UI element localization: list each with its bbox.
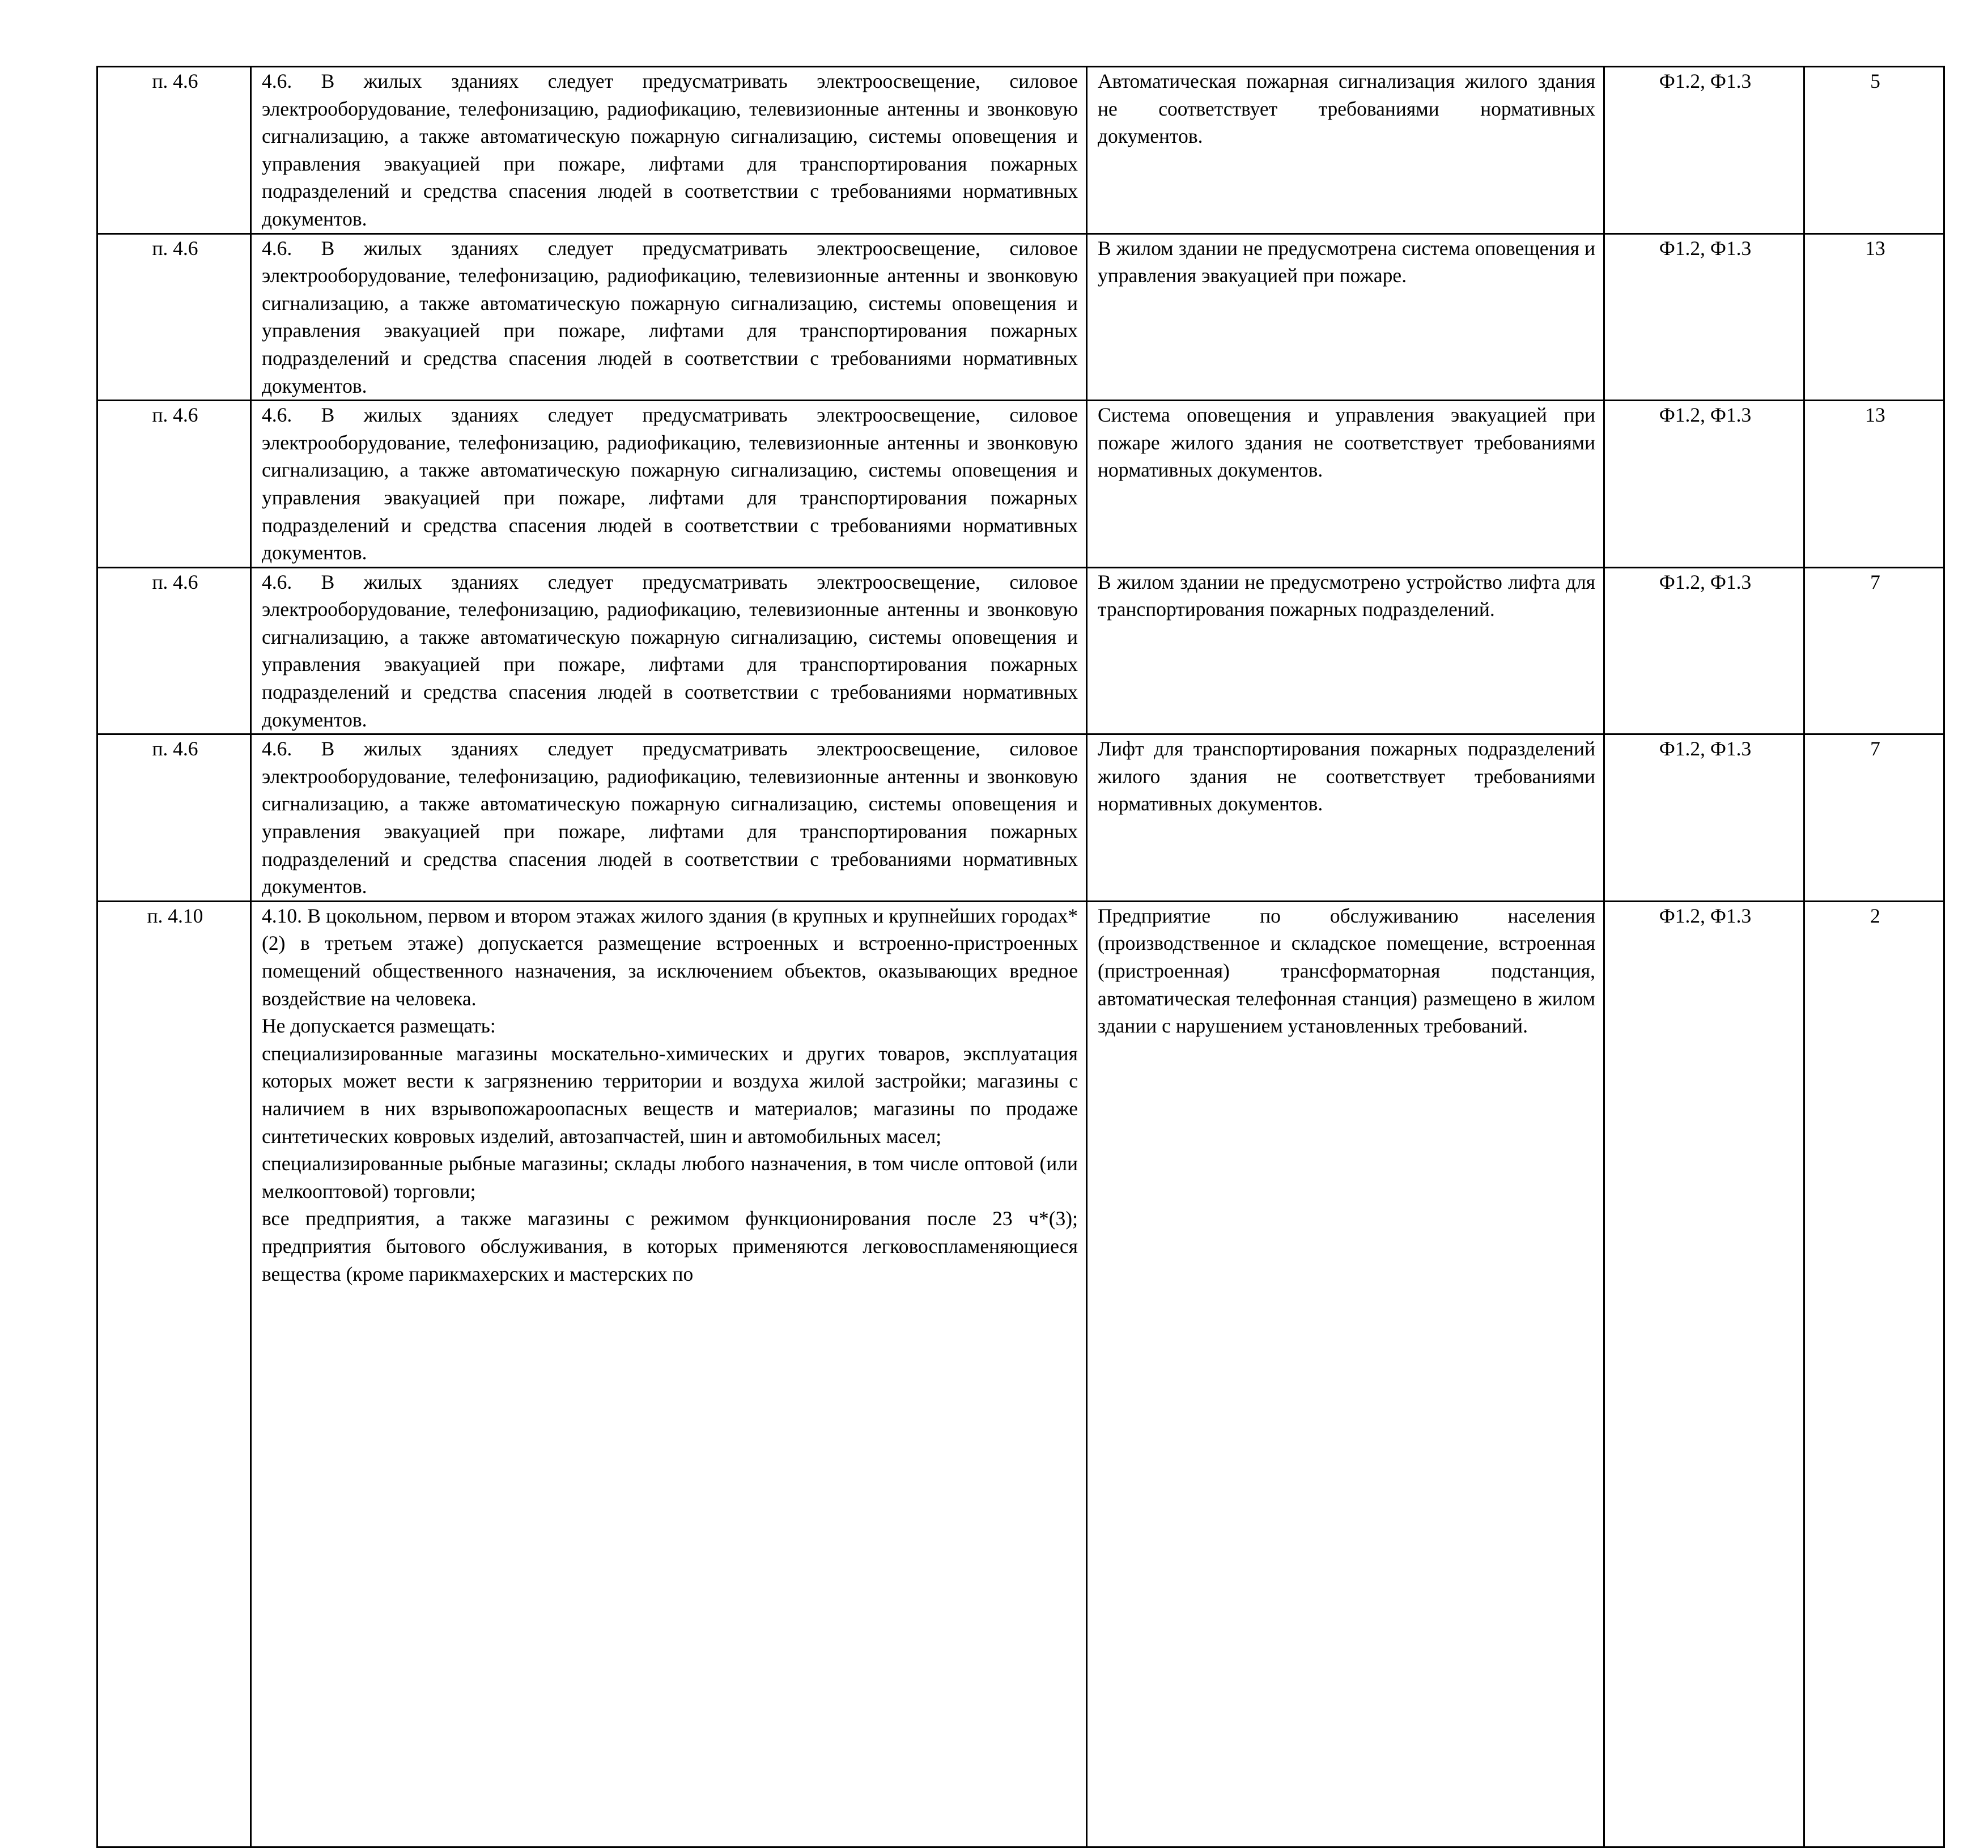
functional-class-cell: Ф1.2, Ф1.3	[1604, 567, 1804, 734]
requirement-text-cell: 4.6. В жилых зданиях следует предусматривать электроосвещение, силовое электрооборудование, телефонизацию, радиофикацию, телевизионные антенны и звонковую сигнализацию, а также автоматическую пожарную сигнализацию, системы оповещения и управления эвакуацией при пожаре, лифтами для транспортирования пожарных подразделений и средства спасения людей в соответствии с требованиями нормативных документов.	[251, 567, 1087, 734]
norms-table	[96, 66, 1945, 1848]
table-row	[97, 567, 1944, 734]
requirement-paragraph: Не допускается размещать:	[262, 1014, 496, 1038]
requirement-paragraph: специализированные рыбные магазины; склады любого назначения, в том числе оптовой (или мелкооптовой) торговли;	[262, 1152, 1078, 1203]
violation-description-cell: Лифт для транспортирования пожарных подразделений жилого здания не соответствует требованиями нормативных документов.	[1087, 734, 1604, 902]
requirement-paragraph: специализированные магазины москательно-химических и других товаров, эксплуатация которых может вести к загрязнению территории и воздуха жилой застройки; магазины с наличием в них взрывопожароопасных веществ и материалов; магазины по продаже синтетических ковровых изделий, автозапчастей, шин и автомобильных масел;	[262, 1042, 1078, 1148]
table-row	[97, 901, 1944, 1847]
number-cell: 2	[1804, 901, 1944, 1847]
violation-description-cell: Система оповещения и управления эвакуацией при пожаре жилого здания не соответствует требованиями нормативных документов.	[1087, 401, 1604, 568]
table-row	[97, 401, 1944, 568]
requirement-paragraph: 4.10. В цокольном, первом и втором этажах жилого здания (в крупных и крупнейших городах*(2) в третьем этаже) допускается размещение встроенных и встроенно-пристроенных помещений общественного назначения, за исключением объектов, оказывающих вредное воздействие на человека.	[262, 904, 1078, 1010]
functional-class-cell: Ф1.2, Ф1.3	[1604, 233, 1804, 401]
functional-class-cell: Ф1.2, Ф1.3	[1604, 734, 1804, 902]
requirement-text-cell: 4.6. В жилых зданиях следует предусматривать электроосвещение, силовое электрооборудование, телефонизацию, радиофикацию, телевизионные антенны и звонковую сигнализацию, а также автоматическую пожарную сигнализацию, системы оповещения и управления эвакуацией при пожаре, лифтами для транспортирования пожарных подразделений и средства спасения людей в соответствии с требованиями нормативных документов.	[251, 233, 1087, 401]
table-row	[97, 67, 1944, 234]
clause-reference-cell: п. 4.6	[97, 401, 251, 568]
number-cell: 13	[1804, 233, 1944, 401]
requirement-paragraph: все предприятия, а также магазины с режимом функционирования после 23 ч*(3); предприятия бытового обслуживания, в которых применяются легковоспламеняющиеся вещества (кроме парикмахерских и мастерских по	[262, 1207, 1078, 1285]
requirement-text-cell: 4.6. В жилых зданиях следует предусматривать электроосвещение, силовое электрооборудование, телефонизацию, радиофикацию, телевизионные антенны и звонковую сигнализацию, а также автоматическую пожарную сигнализацию, системы оповещения и управления эвакуацией при пожаре, лифтами для транспортирования пожарных подразделений и средства спасения людей в соответствии с требованиями нормативных документов.	[251, 734, 1087, 902]
table-row	[97, 734, 1944, 902]
requirement-text-cell	[251, 901, 1087, 1847]
number-cell: 13	[1804, 401, 1944, 568]
table-row	[97, 233, 1944, 401]
number-cell: 7	[1804, 734, 1944, 902]
clause-reference-cell: п. 4.10	[97, 901, 251, 1847]
clause-reference-cell: п. 4.6	[97, 233, 251, 401]
clause-reference-cell: п. 4.6	[97, 567, 251, 734]
clause-reference-cell: п. 4.6	[97, 734, 251, 902]
violation-description-cell: Автоматическая пожарная сигнализация жилого здания не соответствует требованиями нормативных документов.	[1087, 67, 1604, 234]
violation-description-cell: В жилом здании не предусмотрено устройство лифта для транспортирования пожарных подразделений.	[1087, 567, 1604, 734]
number-cell: 5	[1804, 67, 1944, 234]
requirement-text-cell: 4.6. В жилых зданиях следует предусматривать электроосвещение, силовое электрооборудование, телефонизацию, радиофикацию, телевизионные антенны и звонковую сигнализацию, а также автоматическую пожарную сигнализацию, системы оповещения и управления эвакуацией при пожаре, лифтами для транспортирования пожарных подразделений и средства спасения людей в соответствии с требованиями нормативных документов.	[251, 67, 1087, 234]
functional-class-cell: Ф1.2, Ф1.3	[1604, 901, 1804, 1847]
functional-class-cell: Ф1.2, Ф1.3	[1604, 401, 1804, 568]
requirement-text-cell: 4.6. В жилых зданиях следует предусматривать электроосвещение, силовое электрооборудование, телефонизацию, радиофикацию, телевизионные антенны и звонковую сигнализацию, а также автоматическую пожарную сигнализацию, системы оповещения и управления эвакуацией при пожаре, лифтами для транспортирования пожарных подразделений и средства спасения людей в соответствии с требованиями нормативных документов.	[251, 401, 1087, 568]
number-cell: 7	[1804, 567, 1944, 734]
clause-reference-cell: п. 4.6	[97, 67, 251, 234]
violation-description-cell: Предприятие по обслуживанию населения (производственное и складское помещение, встроенная (пристроенная) трансформаторная подстанция, автоматическая телефонная станция) размещено в жилом здании с нарушением установленных требований.	[1087, 901, 1604, 1847]
violation-description-cell: В жилом здании не предусмотрена система оповещения и управления эвакуацией при пожаре.	[1087, 233, 1604, 401]
functional-class-cell: Ф1.2, Ф1.3	[1604, 67, 1804, 234]
